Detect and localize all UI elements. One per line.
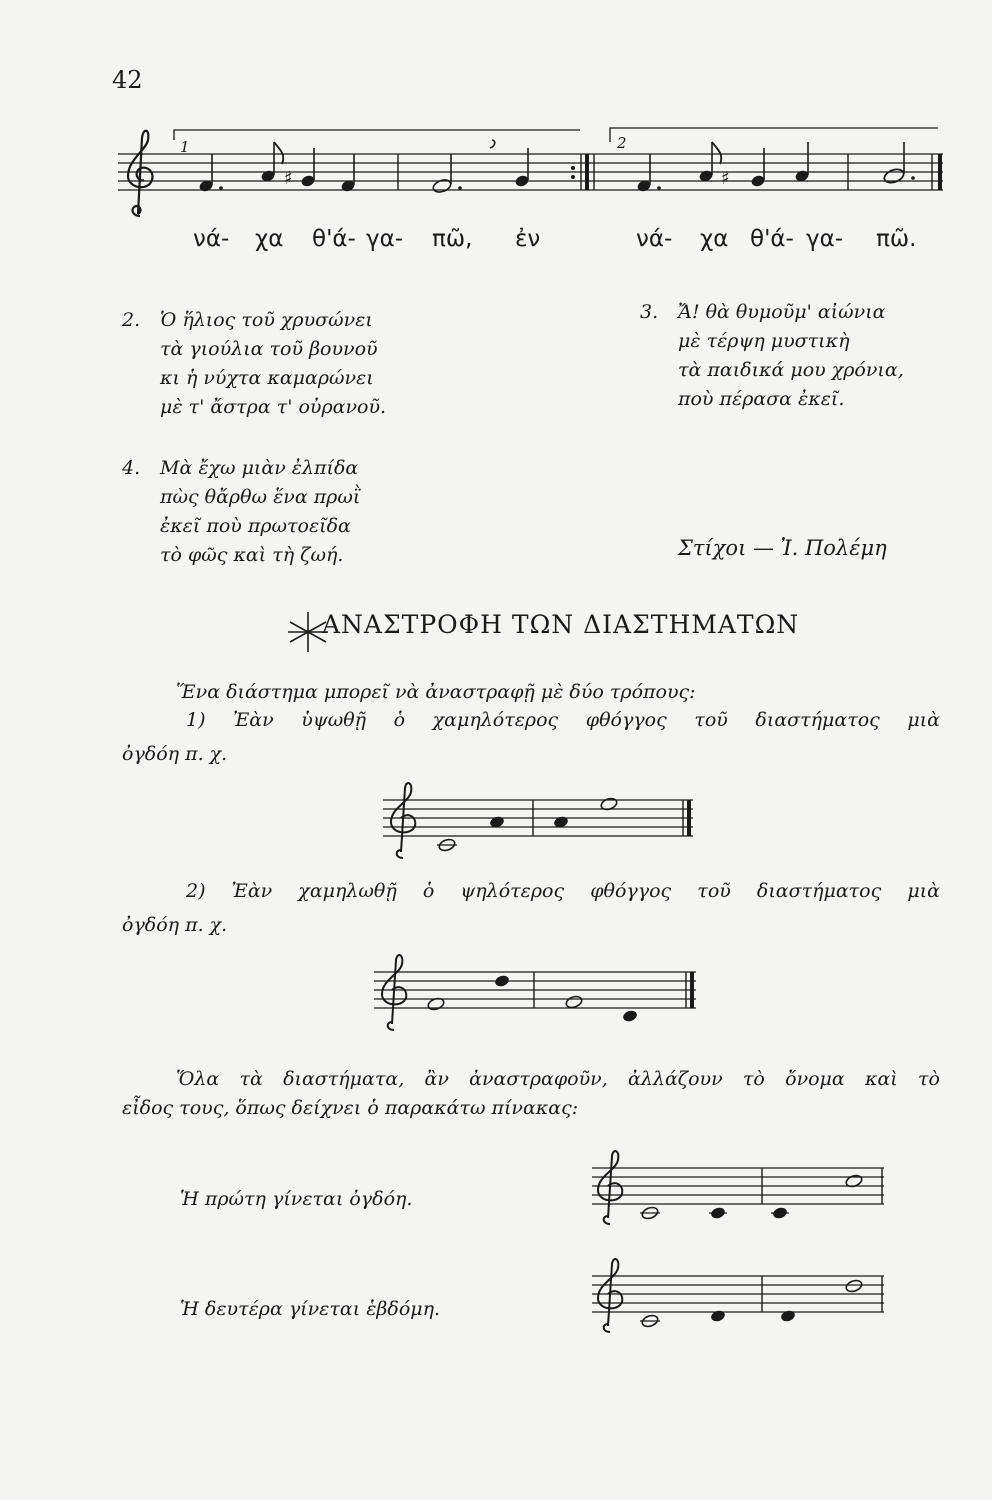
lyrics-credit: Στίχοι — Ἰ. Πολέμη xyxy=(678,536,887,560)
stanza-line: ἐκεῖ ποὺ πρωτοεῖδα xyxy=(160,515,351,537)
page-number: 42 xyxy=(112,66,143,94)
intro-text: Ἕνα διάστημα μπορεῖ νὰ ἀναστραφῇ μὲ δύο τρόπους: xyxy=(176,681,696,703)
treble-clef-icon xyxy=(598,1151,622,1224)
treble-clef-icon xyxy=(391,783,415,858)
stanza-line: μὲ τέρψη μυστικὴ xyxy=(678,330,850,352)
stanza-line: ποὺ πέρασα ἐκεῖ. xyxy=(678,388,845,410)
volta-2-bracket xyxy=(610,128,938,142)
stanza-number: 3. xyxy=(640,301,659,323)
lyric-syllable: πῶ, xyxy=(432,226,473,252)
lyric-syllable: νά- xyxy=(636,226,673,252)
svg-text:♯: ♯ xyxy=(721,168,730,189)
stanza-line: Ὁ ἥλιος τοῦ χρυσώνει xyxy=(160,309,373,331)
lyric-syllable: χα xyxy=(700,226,729,252)
section-title: ΑΝΑΣΤΡΟΦΗ ΤΩΝ ΔΙΑΣΤΗΜΑΤΩΝ xyxy=(322,610,800,639)
method-1-line-2: ὀγδόη π. χ. xyxy=(122,743,228,765)
stanza-line: τὸ φῶς καὶ τὴ ζωή. xyxy=(160,544,344,566)
table-row-label: Ἡ πρώτη γίνεται ὀγδόη. xyxy=(180,1188,413,1210)
lyric-syllable: πῶ. xyxy=(876,226,917,252)
lyric-syllable: θ'ά- xyxy=(750,226,794,252)
treble-clef-icon xyxy=(598,1259,622,1332)
treble-clef-icon xyxy=(382,955,406,1030)
lyric-syllable: νά- xyxy=(193,226,230,252)
stanza-number: 4. xyxy=(122,457,141,479)
volta-1-bracket xyxy=(174,130,580,140)
all-intervals-line-1: Ὅλα τὰ διαστήματα, ἂν ἀναστραφοῦν, ἀλλάζουν τὸ ὄνομα καὶ τὸ xyxy=(176,1068,940,1090)
lyric-syllable: χα xyxy=(255,226,284,252)
svg-text:♯: ♯ xyxy=(284,168,293,189)
table-staff-1 xyxy=(592,1168,892,1228)
lyric-syllable: ἐν xyxy=(515,226,541,252)
table-staff-2 xyxy=(592,1276,892,1336)
method-1-line-1: 1) Ἐὰν ὑψωθῇ ὁ χαμηλότερος φθόγγος τοῦ διαστήματος μιὰ xyxy=(186,709,940,731)
volta-1-number: 1 xyxy=(180,138,190,156)
stanza-line: μὲ τ' ἄστρα τ' οὐρανοῦ. xyxy=(160,396,387,418)
all-intervals-line-2: εἶδος τους, ὅπως δείχνει ὁ παρακάτω πίνακας: xyxy=(122,1097,579,1119)
treble-clef-icon xyxy=(128,131,153,216)
stanza-line: πὼς θἄρθω ἕνα πρωῒ xyxy=(160,486,361,508)
method-2-line-1: 2) Ἐὰν χαμηλωθῇ ὁ ψηλότερος φθόγγος τοῦ διαστήματος μιὰ xyxy=(186,880,940,902)
example-staff-1 xyxy=(383,800,703,860)
stanza-line: Μὰ ἔχω μιὰν ἐλπίδα xyxy=(160,457,359,479)
stanza-2 xyxy=(122,306,386,422)
lyric-syllable: γα- xyxy=(366,226,404,252)
stanza-3 xyxy=(640,298,904,414)
stanza-line: κι ἡ νύχτα καμαρώνει xyxy=(160,367,374,389)
table-row-label: Ἡ δευτέρα γίνεται ἑβδόμη. xyxy=(180,1298,441,1320)
method-2-line-2: ὀγδόη π. χ. xyxy=(122,914,228,936)
stanza-number: 2. xyxy=(122,309,141,331)
lyric-syllable: θ'ά- xyxy=(312,226,356,252)
stanza-line: τὰ γιούλια τοῦ βουνοῦ xyxy=(160,338,378,360)
volta-2-number: 2 xyxy=(617,134,627,152)
stanza-line: τὰ παιδικά μου χρόνια, xyxy=(678,359,904,381)
stanza-4 xyxy=(122,454,360,570)
example-staff-2 xyxy=(374,972,704,1032)
stanza-line: Ἄ! θὰ θυμοῦμ' αἰώνια xyxy=(678,301,886,323)
song-staff xyxy=(118,118,958,228)
lyric-syllable: γα- xyxy=(806,226,844,252)
